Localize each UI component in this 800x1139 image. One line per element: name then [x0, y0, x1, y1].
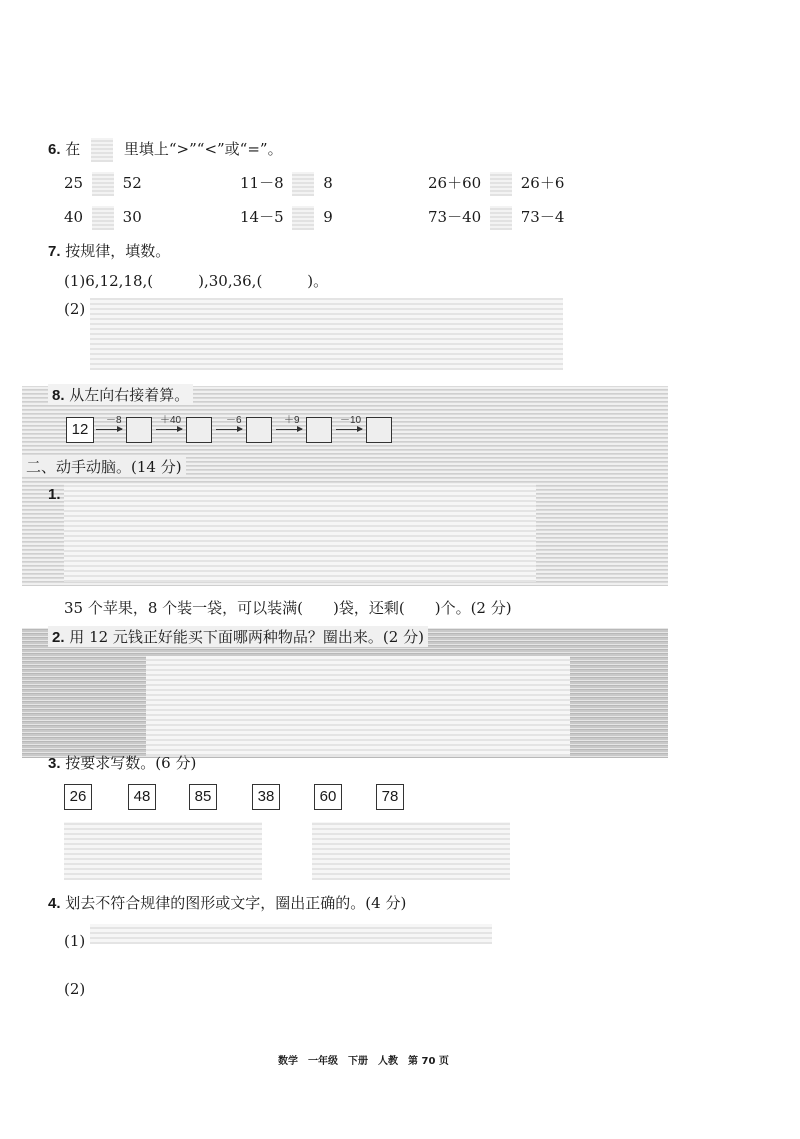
q7-heading — [48, 240, 170, 261]
q8-number: 8. — [52, 387, 65, 404]
q6-instruction-post: 里填上“>”“<”或“=”。 — [123, 140, 283, 158]
q6-instruction-pre: 在 — [65, 140, 81, 158]
number-box: 48 — [128, 784, 156, 810]
compare-blank[interactable] — [292, 172, 314, 196]
chain-arrow — [216, 429, 242, 430]
chain-arrow — [276, 429, 302, 430]
s2-q2-text: 用 12 元钱正好能买下面哪两种物品？圈出来。(2 分) — [69, 628, 424, 646]
s2-q2-items-figure — [146, 656, 570, 756]
q8-heading — [48, 384, 193, 405]
s2-q4-part2-label: (2) — [64, 980, 86, 998]
q7-part2-label: (2) — [64, 300, 86, 318]
chain-operation: ＋40 — [160, 415, 182, 426]
compare-item — [240, 172, 333, 196]
compare-right: 26＋6 — [520, 174, 565, 192]
s2-q3-title: 按要求写数。(6 分) — [65, 754, 197, 772]
s2-q1-figure — [64, 484, 536, 582]
compare-right: 73－4 — [520, 208, 565, 226]
sample-blank-box — [91, 138, 113, 162]
s2-q1-text: 35 个苹果，8 个装一袋，可以装满( )袋，还剩( )个。(2 分) — [64, 599, 512, 617]
s2-q4-heading — [48, 892, 406, 913]
s2-q4-part1-figure — [90, 924, 492, 944]
page-footer: 数学 一年级 下册 人教 第 70 页 — [278, 1056, 449, 1067]
s2-q3-number: 3. — [48, 755, 61, 772]
s2-q3-heading — [48, 752, 196, 773]
s2-q2-number: 2. — [52, 629, 65, 646]
compare-left: 40 — [64, 208, 84, 226]
chain-operation: －8 — [106, 415, 122, 426]
chain-operation: －6 — [226, 415, 242, 426]
chain-start-box: 12 — [66, 417, 94, 443]
chain-arrow — [156, 429, 182, 430]
q6-heading — [48, 138, 283, 162]
chain-arrow — [96, 429, 122, 430]
compare-blank[interactable] — [490, 206, 512, 230]
compare-item — [240, 206, 333, 230]
q7-pattern-figure — [90, 298, 563, 370]
compare-blank[interactable] — [292, 206, 314, 230]
compare-blank[interactable] — [490, 172, 512, 196]
s2-q1-number: 1. — [48, 486, 61, 503]
compare-blank[interactable] — [92, 172, 114, 196]
chain-answer-box[interactable] — [306, 417, 332, 443]
compare-right: 9 — [323, 208, 333, 226]
number-box: 85 — [189, 784, 217, 810]
number-box: 60 — [314, 784, 342, 810]
s2-q4-number: 4. — [48, 895, 61, 912]
s2-q3-answer-figure — [312, 822, 510, 880]
number-box: 38 — [252, 784, 280, 810]
s2-q4-title: 划去不符合规律的图形或文字，圈出正确的。(4 分) — [65, 894, 407, 912]
compare-left: 11－8 — [240, 174, 284, 192]
number-box: 78 — [376, 784, 404, 810]
compare-right: 8 — [323, 174, 333, 192]
q6-number: 6. — [48, 141, 61, 158]
compare-left: 73－40 — [428, 208, 482, 226]
q7-number: 7. — [48, 243, 61, 260]
compare-left: 25 — [64, 174, 84, 192]
compare-right: 52 — [122, 174, 142, 192]
compare-item — [428, 172, 564, 196]
compare-left: 26＋60 — [428, 174, 482, 192]
compare-item — [64, 206, 142, 230]
chain-answer-box[interactable] — [186, 417, 212, 443]
compare-item — [428, 206, 564, 230]
q8-title: 从左向右接着算。 — [69, 386, 190, 404]
chain-answer-box[interactable] — [126, 417, 152, 443]
compare-item — [64, 172, 142, 196]
compare-blank[interactable] — [92, 206, 114, 230]
s2-q3-answer-figure — [64, 822, 262, 880]
chain-operation: －10 — [340, 415, 362, 426]
chain-arrow — [336, 429, 362, 430]
section2-title: 二、动手动脑。(14 分) — [22, 456, 186, 477]
number-box: 26 — [64, 784, 92, 810]
chain-operation: ＋9 — [284, 415, 300, 426]
chain-answer-box[interactable] — [366, 417, 392, 443]
chain-answer-box[interactable] — [246, 417, 272, 443]
q7-title: 按规律，填数。 — [65, 242, 171, 260]
compare-left: 14－5 — [240, 208, 284, 226]
s2-q4-part1-label: (1) — [64, 932, 86, 950]
s2-q2-heading — [48, 626, 428, 647]
compare-right: 30 — [122, 208, 142, 226]
q7-part1: (1)6,12,18,( ),30,36,( )。 — [64, 272, 329, 290]
